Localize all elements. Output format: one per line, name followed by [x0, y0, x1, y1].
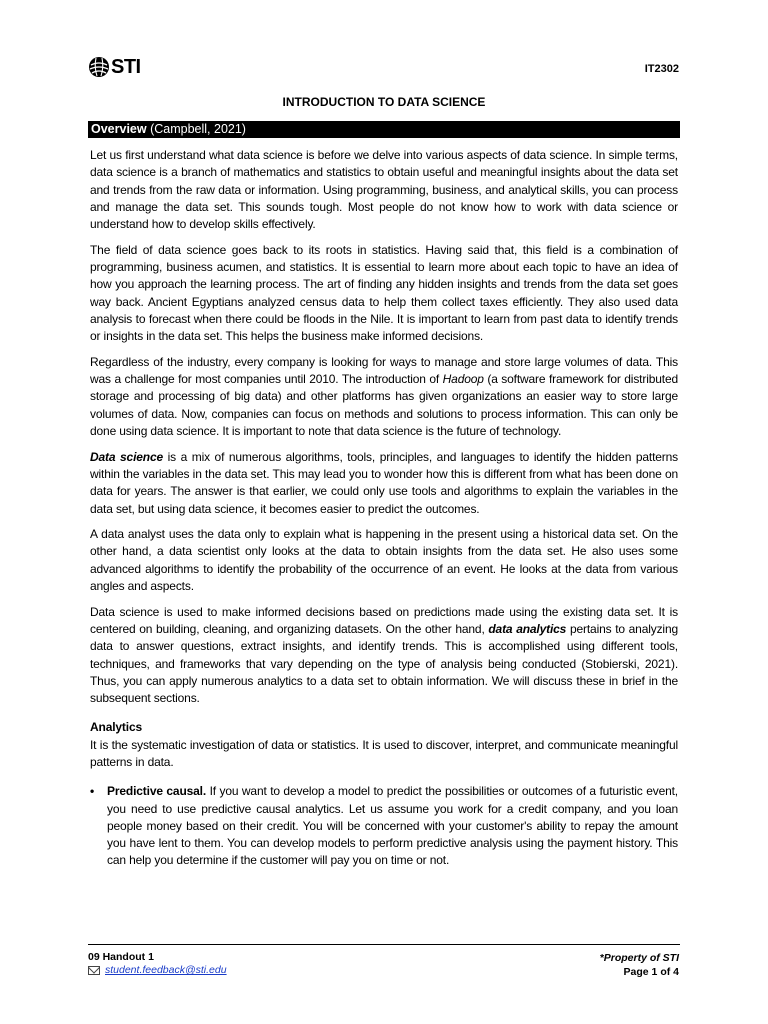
envelope-icon [88, 966, 100, 975]
footer-email [88, 964, 227, 976]
section-citation: (Campbell, 2021) [150, 122, 246, 136]
document-body [90, 147, 678, 870]
page-number: Page 1 of 4 [623, 966, 679, 978]
paragraph-definition [90, 449, 678, 518]
data-analytics-term: data analytics [488, 621, 567, 636]
footer-right [600, 951, 679, 979]
paragraph-hadoop [90, 354, 678, 440]
paragraph-definition-text: is a mix of numerous algorithms, tools, principles, and languages to identify the hidden patterns within the variables in the data set. This may lead you to wonder how this is different from what has been done on data for years. The answer is that earlier, we could only use tools and algorithms to explain the variables in the data set, but using data science, it becomes easier to predict the outcomes. [90, 449, 679, 516]
bullet-description: If you want to develop a model to predict the possibilities or outcomes of a futuristic event, you need to use predictive causal analytics. Let us assume you work for a credit company, and you loan people money based on their credit. You will be concerned with your customer's ability to repay the amount you have lent to them. You can develop models to perform predictive analysis using the payment history. This can help you determine if the customer will pay you on time or not. [107, 784, 678, 868]
footer-divider [88, 944, 680, 945]
email-link[interactable]: student.feedback@sti.edu [105, 964, 227, 976]
handout-label: 09 Handout 1 [88, 951, 154, 963]
paragraph-intro: Let us first understand what data science is before we delve into various aspects of data science. In simple terms, data science is a branch of mathematics and statistics to obtain useful and meaningful insights about the data set and trends from the raw data or information. Using programming, business, and analytical skills, you can process and manage the data set. This sounds tough. Most people do not know how to work with data science or understand how to develop skills effectively. [90, 148, 678, 232]
bullet-term: Predictive causal. [107, 784, 207, 799]
analytics-heading: Analytics [90, 720, 143, 735]
paragraph-history: The field of data science goes back to its roots in statistics. Having said that, this field is a combination of programming, business acumen, and statistics. It is essential to learn more about each topic to have an idea of how you approach the learning process. The art of finding any hidden insights and trends from the data set goes way back. Ancient Egyptians analyzed census data to help them collect taxes efficiently. They also used data analysis to forecast when there could be floods in the Nile. It is important to learn from past data to identify trends or insights in the data set. This helps the business make informed decisions. [90, 242, 678, 344]
section-heading-bar [88, 121, 680, 138]
document-title: INTRODUCTION TO DATA SCIENCE [282, 95, 486, 109]
paragraph-hadoop-text-a: Regardless of the industry, every company is looking for ways to manage and store large volumes of data. This was a challenge for most companies until 2010. The introduction of [90, 354, 678, 387]
sti-logo [88, 55, 141, 79]
hadoop-term: Hadoop [442, 372, 484, 387]
logo-text: STI [111, 56, 141, 78]
document-code: IT2302 [644, 63, 679, 75]
data-science-term: Data science [90, 449, 164, 464]
section-heading: Overview [91, 122, 147, 136]
paragraph-analytics-text-b: pertains to analyzing data to answer questions, extract insights, and identify trends. This is accomplished using different tools, techniques, and frameworks that vary depending on the type of analysis being conducted (Stobierski, 2021). Thus, you can apply numerous analytics to a data set to obtain information. We will discuss these in brief in the subsequent sections. [90, 621, 678, 706]
list-item [90, 783, 678, 869]
globe-icon [88, 56, 110, 78]
paragraph-analytics-text-a: Data science is used to make informed decisions based on predictions made using the existing data set. It is centered on building, cleaning, and organizing datasets. On the other hand, [90, 604, 678, 636]
property-notice: *Property of STI [599, 952, 679, 964]
list-item-text [107, 783, 678, 869]
bullet-icon: • [90, 784, 95, 799]
paragraph-analytics [90, 604, 678, 708]
paragraph-hadoop-text-b: (a software framework for distributed storage and processing of big data) and other platforms has given organizations an easier way to store large volumes of data. Now, companies can focus on methods and solutions to process information. This can only be done using data science. It is important to note that data science is the future of technology. [90, 372, 679, 439]
analytics-intro: It is the systematic investigation of data or statistics. It is used to discover, interpret, and communicate meaningful patterns in data. [90, 737, 678, 769]
paragraph-analyst: A data analyst uses the data only to explain what is happening in the present using a historical data set. On the other hand, a data scientist only looks at the data to obtain insights from the data set. He also uses some advanced algorithms to identify the probability of the occurrence of an event. He looks at the data from various angles and aspects. [90, 527, 678, 594]
